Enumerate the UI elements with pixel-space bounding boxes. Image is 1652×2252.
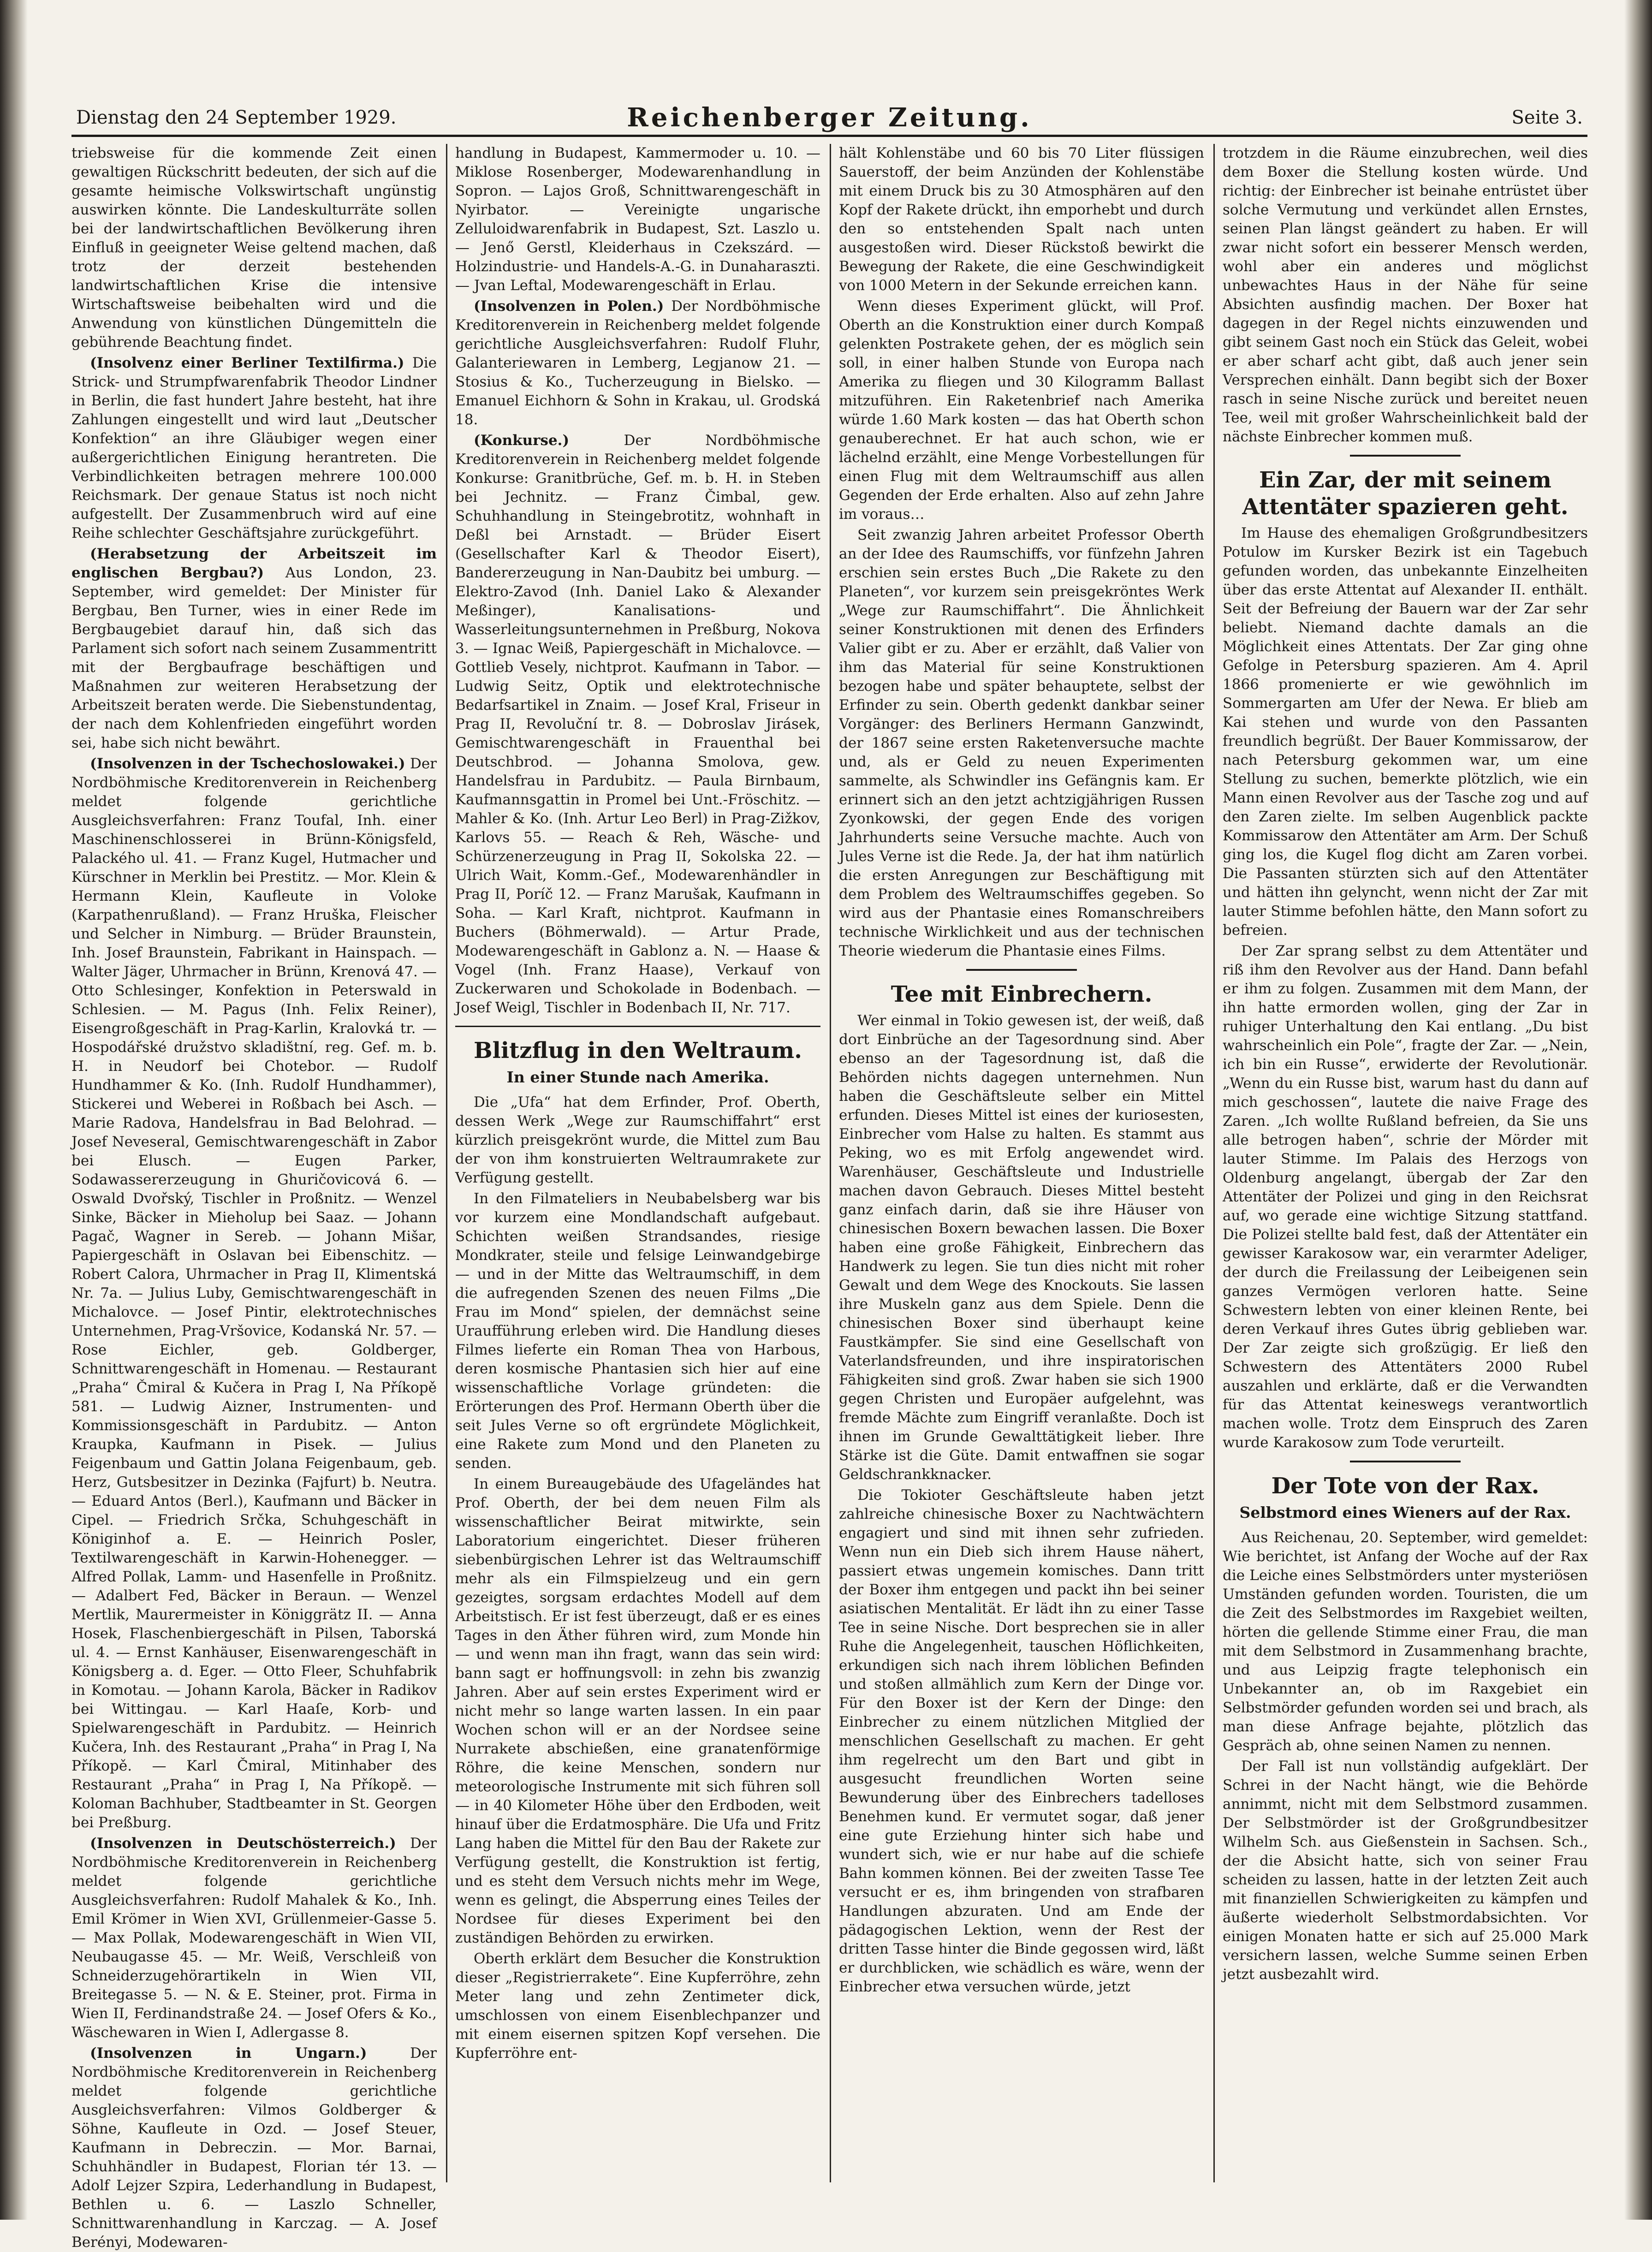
page-number: Seite 3. bbox=[1511, 107, 1583, 128]
news-item bbox=[71, 1834, 437, 2042]
column-divider bbox=[830, 144, 831, 2182]
article-paragraph: Wer einmal in Tokio gewesen ist, der weiß, daß dort Einbrüche an der Tagesordnung sind. Aber ebenso an der Tagesordnung ist, daß die Behörden nichts dagegen unternehmen. Nun haben die Geschäftsleute selber ein Mittel erfunden. Dieses Mittel ist eines der kuriosesten, Einbrecher vom Halse zu halten. Es stammt aus Peking, wo es mit Erfolg angewendet wird. Warenhäuser, Geschäftsleute und Industrielle machen davon Gebrauch. Dieses Mittel besteht ganz einfach darin, daß sie ihre Häuser von chinesischen Boxern bewachen lassen. Die Boxer haben eine große Fähigkeit, Einbrechern das Handwerk zu legen. Sie tun dies nicht mit roher Gewalt und dem Wege des Knockouts. Sie lassen ihre Muskeln ganz aus dem Spiele. Denn die chinesischen Boxer sind überhaupt keine Faustkämpfer. Sie sind eine Gesellschaft von Vaterlandsfreunden, und ihre inspiratorischen Fähigkeiten sind groß. Zwar haben sie sich 1900 gegen Christen und Europäer aufgelehnt, was fremde Mächte zum Eingriff veranlaßte. Doch ist ihnen im Grunde Gewalttätigkeit lieber. Ihre Stärke ist die Güte. Damit entwaffnen sie sogar Geldschrankknacker. bbox=[839, 1012, 1204, 1483]
section-rule bbox=[966, 969, 1077, 971]
article-subheadline: Selbstmord eines Wieners auf der Rax. bbox=[1239, 1503, 1571, 1521]
news-item-body: Der Nordböhmische Kreditorenverein in Reichenberg meldet folgende gerichtliche Ausgleichsverfahren: Rudolf Mahalek & Ko., Inh. Emil Krömer in Wien XVI, Grüllenmeier-Gasse 5. — Max Pollak, Modewarengeschäft in Wien VII, Neubaugasse 45. — Mr. Weiß, Verschleiß von Schneiderzugehörartikeln in Wien VII, Breitegasse 5. — N. & E. Steiner, prot. Firma in Wien II, Ferdinandstraße 24. — Josef Ofers & Ko., Wäschewaren in Wien I, Adlergasse 8. bbox=[71, 1835, 437, 2041]
news-item bbox=[71, 354, 437, 543]
article-paragraph: In den Filmateliers in Neubabelsberg war bis vor kurzem eine Mondlandschaft aufgebaut. Schichten weißen Strandsandes, riesige Mondkrater, steile und felsige Leinwandgebirge — und in der Mitte das Weltraumschiff, in dem die aufregenden Szenen des neuen Films „Die Frau im Mond“ spielen, der demnächst seine Uraufführung erleben wird. Die Handlung dieses Filmes lieferte ein Roman Thea von Harbous, deren kosmische Phantasien sich hier auf eine wissenschaftliche Vorlage gründeten: die Erörterungen des Prof. Hermann Oberth über die seit Jules Verne so oft ergründete Möglichkeit, eine Rakete zum Mond und den Planeten zu senden. bbox=[455, 1190, 820, 1472]
news-item bbox=[71, 2044, 437, 2252]
article-paragraph: Die „Ufa“ hat dem Erfinder, Prof. Oberth, dessen Werk „Wege zur Raumschiffahrt“ erst kürzlich preisgekrönt wurde, die Mittel zum Bau der von ihm konstruierten Weltraumrakete zur Verfügung gestellt. bbox=[455, 1094, 820, 1186]
article-paragraph: Der Zar sprang selbst zu dem Attentäter und riß ihm den Revolver aus der Hand. Dann befahl er ihm zu folgen. Zusammen mit dem Mann, der ihn hatte ermorden wollen, ging der Zar in ruhiger Unterhaltung den Kai entlang. „Du bist wahrscheinlich ein Pole“, fragte der Zar. — „Nein, ich bin ein Russe“, erwiderte der Revolutionär. „Wenn du ein Russe bist, warum hast du dann auf mich geschossen“, lautete die naive Frage des Zaren. „Ich wollte Rußland befreien, da Sie uns alle betrogen haben“, schrie der Mörder mit lauter Stimme. Im Palais des Herzogs von Oldenburg angelangt, übergab der Zar den Attentäter der Polizei und ging in den Reichsrat auf, wo gerade eine wichtige Sitzung stattfand. Die Polizei stellte bald fest, daß der Attentäter ein gewisser Karakosow war, ein verarmter Adeliger, der durch die Freilassung der Leibeigenen sein ganzes Vermögen verloren hatte. Seine Schwestern lebten von einer kleinen Rente, bei deren Verkauf ihres Gutes übrig geblieben war. Der Zar zeigte sich großzügig. Er ließ den Schwestern des Attentäters 2000 Rubel auszahlen und erklärte, daß er die Verwandten für das Attentat keineswegs verantwortlich machen wolle. Trotz dem Einspruch des Zaren wurde Karakosow zum Tode verurteilt. bbox=[1223, 943, 1588, 1451]
news-item-body: Der Nordböhmische Kreditorenverein in Reichenberg meldet folgende Konkurse: Granitbrüche, Gef. m. b. H. in Steben bei Jechnitz. — Franz Čimbal, gew. Schuhhandlung in Steingebrotitz, wohnhaft in Deßl bei Arnstadt. — Brüder Eisert (Gesellschafter Karl & Theodor Eisert), Bandererzeugung in Nan-Daubitz bei umburg. — Elektro-Zavod (Inh. Daniel Lako & Alexander Meßinger), Kanalisations- und Wasserleitungsunternehmen in Preßburg, Nokova 3. — Ignac Weiß, Papiergeschäft in Michalovce. — Gottlieb Vesely, nichtprot. Kaufmann in Tabor. — Ludwig Seitz, Optik und elektrotechnische Bedarfsartikel in Znaim. — Josef Kral, Friseur in Prag II, Revoluční tr. 8. — Dobroslav Jirásek, Gemischtwarengeschäft in Frauenthal bei Deutschbrod. — Johanna Smolova, gew. Handelsfrau in Pardubitz. — Paula Birnbaum, Kaufmannsgattin in Promel bei Unt.-Fröschitz. — Mahler & Ko. (Inh. Artur Leo Berl) in Prag-Zižkov, Karlovs 55. — Reach & Reh, Wäsche- und Schürzenerzeugung in Prag II, Sokolska 22. — Ulrich Wait, Komm.-Gef., Modewarenhändler in Prag II, Poríč 12. — Franz Marušak, Kaufmann in Soha. — Karl Kraft, nichtprot. Kaufmann in Buchers (Böhmerwald). — Artur Prade, Modewarengeschäft in Gablonz a. N. — Haase & Vogel (Inh. Franz Haase), Verkauf von Zuckerwaren und Schokolade in Bodenbach. — Josef Weigl, Tischler in Bodenbach II, Nr. 717. bbox=[455, 432, 820, 1016]
news-item-heading: (Insolvenzen in Ungarn.) bbox=[90, 2045, 367, 2062]
article-paragraph: Der Fall ist nun vollständig aufgeklärt. Der Schrei in der Nacht hängt, wie die Behörde annimmt, nicht mit dem Selbstmord zusammen. Der Selbstmörder ist der Großgrundbesitzer Wilhelm Sch. aus Gießenstein in Sachsen. Sch., der die Absicht hatte, sich von seiner Frau scheiden zu lassen, hatte in der letzten Zeit auch mit finanziellen Schwierigkeiten zu kämpfen und äußerte wiederholt Selbstmordabsichten. Vor einigen Monaten hatte er sich auf 25.000 Mark versichern lassen, welche Summe seinen Erben jetzt ausbezahlt wird. bbox=[1223, 1758, 1588, 1983]
header-rule bbox=[71, 135, 1587, 137]
news-item bbox=[455, 431, 820, 1017]
newspaper-title: Reichenberger Zeitung. bbox=[627, 102, 1032, 133]
header-date: Dienstag den 24 September 1929. bbox=[76, 107, 397, 128]
text-columns bbox=[71, 144, 1588, 2251]
section-rule bbox=[455, 1026, 820, 1027]
section-rule bbox=[1350, 1461, 1461, 1462]
page-header bbox=[76, 102, 1583, 135]
news-item-heading: (Insolvenzen in Deutschösterreich.) bbox=[90, 1835, 396, 1852]
column-1 bbox=[71, 144, 437, 2251]
scan-edge-left bbox=[0, 0, 28, 2220]
column-divider bbox=[1213, 144, 1215, 2182]
article-paragraph: Im Hause des ehemaligen Großgrundbesitzers Potulow im Kursker Bezirk ist ein Tagebuch gefunden worden, das unbekannte Einzelheiten über das erste Attentat auf Alexander II. enthält. Seit der Befreiung der Bauern war der Zar sehr beliebt. Niemand dachte damals an die Möglichkeit eines Attentats. Der Zar ging ohne Gefolge in Petersburg spazieren. Am 4. April 1866 promenierte er wie gewöhnlich im Sommergarten am Ufer der Newa. Er blieb am Kai stehen und wurde von den Passanten freundlich begrüßt. Der Bauer Kommissarow, der nach Petersburg gekommen war, um eine Stellung zu suchen, bemerkte plötzlich, wie ein Mann einen Revolver aus der Tasche zog und auf den Zaren zielte. Im selben Augenblick packte Kommissarow den Attentäter am Arm. Der Schuß ging los, die Kugel flog dicht am Zaren vorbei. Die Passanten stürzten sich auf den Attentäter und hätten ihn gelyncht, wenn nicht der Zar mit lauter Stimme befohlen hätte, den Mann sofort zu befreien. bbox=[1223, 525, 1588, 939]
article-paragraph: triebsweise für die kommende Zeit einen gewaltigen Rückschritt bedeuten, der sich auf die gesamte heimische Volkswirtschaft ungünstig auswirken könnte. Die Landeskulturräte sollen bei der landwirtschaftlichen Bevölkerung ihren Einfluß in geeigneter Weise geltend machen, daß trotz der derzeit bestehenden landwirtschaftlichen Krise die intensive Wirtschaftsweise beibehalten wird und die Anwendung von künstlichen Düngemitteln die gebührende Beachtung findet. bbox=[71, 145, 437, 351]
section-rule bbox=[1350, 455, 1461, 457]
news-item-body: Die Strick- und Strumpfwarenfabrik Theodor Lindner in Berlin, die fast hundert Jahre besteht, hat ihre Zahlungen eingestellt und wird laut „Deutscher Konfektion“ an ihre Gläubiger wegen einer außergerichtlichen Einigung herantreten. Die Verbindlichkeiten betragen mehrere 100.000 Reichsmark. Der genaue Status ist noch nicht aufgestellt. Der Zusammenbruch wird auf eine Reihe schlechter Geschäftsjahre zurückgeführt. bbox=[71, 355, 437, 541]
news-item bbox=[71, 545, 437, 753]
column-2 bbox=[455, 144, 820, 2182]
article-headline: Der Tote von der Rax. bbox=[1271, 1473, 1539, 1499]
article-paragraph: Die Tokioter Geschäftsleute haben jetzt zahlreiche chinesische Boxer zu Nachtwächtern engagiert und sind mit ihnen sehr zufrieden. Wenn nun ein Dieb sich ihrem Hause nähert, passiert etwas ungemein komisches. Dann tritt der Boxer ihm entgegen und packt ihn bei seiner asiatischen Mentalität. Er lädt ihn zu einer Tasse Tee in seine Nische. Dort besprechen sie in aller Ruhe die Angelegenheit, tauschen Höflichkeiten, erkundigen sich nach ihrem löblichen Befinden und stoßen allmählich zum Kern der Dinge vor. Für den Boxer ist der Kern der Dinge: den Einbrecher zu einem nützlichen Mitglied der menschlichen Gesellschaft zu machen. Er geht ihm regelrecht um den Bart und gibt in ausgesucht freundlichen Worten seine Bewunderung über des Einbrechers tadelloses Benehmen kund. Er vermutet sogar, daß jener eine gute Erziehung hinter sich habe und wundert sich, wie er nur habe auf die schiefe Bahn kommen können. Bei der zweiten Tasse Tee versucht er es, ihm bringenden von strafbaren Handlungen abzuraten. Und am Ende der pädagogischen Lektion, wenn der Rest der dritten Tasse hinter die Binde gegossen wird, läßt er durchblicken, wie schädlich es wäre, wenn der Einbrecher etwa versuchen würde, jetzt bbox=[839, 1487, 1204, 1995]
article-headline: Tee mit Einbrechern. bbox=[891, 981, 1153, 1007]
news-item-heading: (Herabsetzung der Arbeitszeit im englischen Bergbau?) bbox=[71, 546, 437, 581]
news-item-heading: (Konkurse.) bbox=[474, 432, 570, 449]
news-item-body: Aus London, 23. September, wird gemeldet: Der Minister für Bergbau, Ben Turner, wies in einer Rede im Bergbaugebiet darauf hin, daß sich das Parlament sich sofort nach seinem Zusammentritt mit der Bergbaufrage beschäftigen und Maßnahmen zur weiteren Herabsetzung der Arbeitszeit beraten werde. Die Siebenstundentag, der nach dem Kohlenfrieden eingeführt worden sei, habe sich nicht bewährt. bbox=[71, 564, 437, 751]
article-paragraph: trotzdem in die Räume einzubrechen, weil dies dem Boxer die Stellung kosten würde. Und richtig: der Einbrecher ist beinahe entrüstet über solche Vermutung und verkündet allen Ernstes, seinen Plan längst geändert zu haben. Er will zwar nicht sofort ein besserer Mensch werden, wohl aber ein anderes und möglichst unbewachtes Haus in der Nähe für seine Absichten ausfindig machen. Der Boxer hat dagegen in der Regel nichts einzuwenden und gibt seinem Gast noch ein Stück das Geleit, wobei er aber scharf acht gibt, daß auch jener sein Versprechen einhält. Dann begibt sich der Boxer rasch in seine Nische zurück und bereitet neuen Tee, weil mit großer Wahrscheinlichkeit bald der nächste Einbrecher kommen muß. bbox=[1223, 145, 1588, 445]
news-item bbox=[71, 755, 437, 1832]
column-3 bbox=[839, 144, 1204, 2182]
news-item-heading: (Insolvenzen in der Tschechoslowakei.) bbox=[90, 755, 405, 772]
article-subheadline: In einer Stunde nach Amerika. bbox=[506, 1068, 769, 1086]
scan-edge-right bbox=[1624, 0, 1652, 2220]
news-item-body: Der Nordböhmische Kreditorenverein in Reichenberg meldet folgende gerichtliche Ausgleichsverfahren: Rudolf Fluhr, Galanteriewaren in Lemberg, Legjanow 21. — Stosius & Ko., Tucherzeugung in Bielsko. — Emanuel Eichhorn & Sohn in Krakau, ul. Grodská 18. bbox=[455, 298, 820, 428]
article-paragraph: In einem Bureaugebäude des Ufageländes hat Prof. Oberth, der bei dem neuen Film als wissenschaftlicher Beirat mitwirkte, sein Laboratorium eingerichtet. Dieser früheren siebenbürgischen Lehrer ist das Weltraumschiff mehr als ein Filmspielzeug und ein gern gezeigtes, sorgsam erdachtes Modell auf dem Arbeitstisch. Er ist fest überzeugt, daß er es eines Tages in den Äther führen wird, zum Monde hin — und wenn man ihn fragt, wann das sein wird: bann sagt er hoffnungsvoll: in zehn bis zwanzig Jahren. Aber auf sein erstes Experiment wird er nicht mehr so lange warten lassen. In ein paar Wochen schon will er an der Nordsee seine Nurrakete abschießen, eine granatenförmige Röhre, die keine Menschen, sondern nur meteorologische Instrumente mit sich führen soll — in 40 Kilometer Höhe über den Erdboden, weit hinauf über die Erdatmosphäre. Die Ufa und Fritz Lang haben die Mittel für den Bau der Rakete zur Verfügung gestellt, die Konstruktion ist fertig, und es steht dem Versuch nichts mehr im Wege, wenn es gelingt, die Absperrung eines Teiles der Nordsee für dieses Experiment bei den zuständigen Behörden zu erwirken. bbox=[455, 1476, 820, 1946]
article-paragraph: Oberth erklärt dem Besucher die Konstruktion dieser „Registrierrakete“. Eine Kupferröhre, zehn Meter lang und zehn Zentimeter dick, umschlossen von einem Eisenblechpanzer und mit einem eisernen spitzen Kopf versehen. Die Kupferröhre ent- bbox=[455, 1950, 820, 2062]
news-item-heading: (Insolvenzen in Polen.) bbox=[474, 298, 664, 315]
column-4 bbox=[1223, 144, 1588, 2182]
article-headline: Ein Zar, der mit seinem Attentäter spazieren geht. bbox=[1242, 467, 1569, 520]
article-paragraph: hält Kohlenstäbe und 60 bis 70 Liter flüssigen Sauerstoff, der beim Anzünden der Kohlenstäbe mit einem Druck bis zu 30 Atmosphären auf den Kopf der Rakete drückt, ihn emporhebt und durch den so entstehenden Spalt nach unten ausgestoßen wird. Dieser Rückstoß bewirkt die Bewegung der Rakete, die eine Geschwindigkeit von 1000 Metern in der Sekunde erreichen kann. bbox=[839, 145, 1204, 294]
article-paragraph: Seit zwanzig Jahren arbeitet Professor Oberth an der Idee des Raumschiffs, vor fünfzehn Jahren erschien sein erstes Buch „Die Rakete zu den Planeten“, vor kurzem sein preisgekröntes Werk „Wege zur Raumschiffahrt“. Die Ähnlichkeit seiner Konstruktionen mit denen des Erfinders Valier gibt er zu. Aber er erzählt, daß Valier von ihm das Material für seine Konstruktionen bezogen habe und später behauptete, selbst der Erfinder zu sein. Oberth gedenkt dankbar seiner Vorgänger: des Berliners Hermann Ganzwindt, der 1867 seine ersten Raketenversuche machte und, als er Geld zu neuen Experimenten sammelte, als Schwindler ins Gefängnis kam. Er erinnert sich an den jetzt achtzigjährigen Russen Zyonkowski, der gegen Ende des vorigen Jahrhunderts seine Versuche machte. Auch von Jules Verne ist die Rede. Ja, der hat ihm natürlich die ersten Anregungen zur Beschäftigung mit dem Problem des Weltraumschiffes gegeben. So wird aus der Phantasie eines Romanschreibers technische Wirklichkeit und aus der technischen Theorie wiederum die Phantasie eines Films. bbox=[839, 527, 1204, 959]
article-paragraph: Wenn dieses Experiment glückt, will Prof. Oberth an die Konstruktion einer durch Kompaß gelenkten Postrakete gehen, der es möglich sein soll, in einer halben Stunde von Europa nach Amerika zu fliegen und 30 Kilogramm Ballast mitzuführen. Ein Raketenbrief nach Amerika würde 1.60 Mark kosten — das hat Oberth schon genauberechnet. Er hat auch schon, wie er lächelnd erzählt, eine Menge Vorbestellungen für einen Flug mit dem Weltraumschiff aus allen Gegenden der Erde erhalten. Also auf zehn Jahre im voraus… bbox=[839, 298, 1204, 523]
news-item-body: Der Nordböhmische Kreditorenverein in Reichenberg meldet folgende gerichtliche Ausgleichsverfahren: Franz Toufal, Inh. einer Maschinenschlosserei in Brünn-Königsfeld, Palackého ul. 41. — Franz Kugel, Hutmacher und Kürschner in Merklin bei Prestitz. — Mor. Klein & Hermann Klein, Kaufleute in Voloke (Karpathenrußland). — Franz Hruška, Fleischer und Selcher in Nimburg. — Brüder Braunstein, Inh. Josef Braunstein, Fabrikant in Hainspach. — Walter Jäger, Uhrmacher in Brünn, Krenová 47. — Otto Schlesinger, Konfektion in Peterswald in Schlesien. — M. Pagus (Inh. Felix Reiner), Eisengroßgeschäft in Prag-Karlin, Kralovká tr. — Hospodářské družstvo skladištní, reg. Gef. m. b. H. in Neudorf bei Chotebor. — Rudolf Hundhammer & Ko. (Inh. Rudolf Hundhammer), Stickerei und Weberei in Roßbach bei Asch. — Marie Radova, Handelsfrau in Bad Belohrad. — Josef Neveseral, Gemischtwarengeschäft in Zabor bei Elusch. — Eugen Parker, Sodawassererzeugung in Ghuričovicová 6. — Oswald Dvořský, Tischler in Proßnitz. — Wenzel Sinke, Bäcker in Mieholup bei Saaz. — Johann Pagač, Wagner in Sereb. — Johann Mišar, Papiergeschäft in Oslavan bei Eibenschitz. — Robert Calora, Uhrmacher in Prag II, Klimentská Nr. 7a. — Julius Luby, Gemischtwarengeschäft in Michalovce. — Josef Pintir, elektrotechnisches Unternehmen, Prag-Vršovice, Kodanská Nr. 57. — Rose Eichler, geb. Goldberger, Schnittwarengeschäft in Homenau. — Restaurant „Praha“ Čmiral & Kučera in Prag I, Na Příkopě 581. — Ludwig Aizner, Instrumenten- und Kommissionsgeschäft in Pardubitz. — Anton Kraupka, Kaufmann in Pisek. — Julius Feigenbaum und Gattin Jolana Feigenbaum, geb. Herz, Gutsbesitzer in Dezinka (Fajfurt) b. Neutra. — Eduard Antos (Berl.), Kaufmann und Bäcker in Cipel. — Friedrich Srčka, Schuhgeschäft in Königinhof a. E. — Heinrich Posler, Textilwarengeschäft in Karwin-Hohenegger. — Alfred Pollak, Lamm- und Hasenfelle in Proßnitz. — Adalbert Fed, Bäcker in Beraun. — Wenzel Mertlik, Maurermeister in Königgrätz II. — Anna Hosek, Flaschenbiergeschäft in Pilsen, Taborská ul. 4. — Ernst Kanhäuser, Eisenwarengeschäft in Königsberg a. d. Eger. — Otto Fleer, Schuhfabrik in Komotau. — Johann Karola, Bäcker in Radikov bei Wittingau. — Karl Haaſe, Korb- und Spielwarengeschäft in Pardubitz. — Heinrich Kučera, Inh. des Restaurant „Praha“ in Prag I, Na Příkopě. — Karl Čmiral, Mitinhaber des Restaurant „Praha“ in Prag I, Na Příkopě. — Koloman Bachhuber, Stadtbeamter in St. Georgen bei Preßburg. bbox=[71, 755, 437, 1831]
article-paragraph: handlung in Budapest, Kammermoder u. 10. — Miklose Rosenberger, Modewarenhandlung in Sopron. — Lajos Groß, Schnittwarengeschäft in Nyirbator. — Vereinigte ungarische Zelluloidwarenfabrik in Budapest, Szt. Laszlo u. — Jenő Gerstl, Kleiderhaus in Czekszárd. — Holzindustrie- und Handels-A.-G. in Dunaharaszti. — Jvan Leftal, Modewarengeschäft in Erlau. bbox=[455, 145, 820, 294]
article-headline: Blitzflug in den Weltraum. bbox=[474, 1038, 802, 1064]
article-paragraph: Aus Reichenau, 20. September, wird gemeldet: Wie berichtet, ist Anfang der Woche auf der Rax die Leiche eines Selbstmörders unter mysteriösen Umständen gefunden worden. Touristen, die um die Zeit des Selbstmordes im Raxgebiet weilten, hörten die gellende Stimme einer Frau, die man mit dem Selbstmord in Zusammenhang brachte, und aus Leipzig fragte telephonisch ein Unbekannter an, ob im Raxgebiet ein Selbstmörder gefunden worden sei und brach, als man diese Anfrage bejahte, plötzlich das Gespräch ab, ohne seinen Namen zu nennen. bbox=[1223, 1529, 1588, 1754]
news-item-body: Der Nordböhmische Kreditorenverein in Reichenberg meldet folgende gerichtliche Ausgleichsverfahren: Vilmos Goldberger & Söhne, Kaufleute in Ozd. — Josef Steuer, Kaufmann in Debreczin. — Mor. Barnai, Schuhhändler in Budapest, Florian tér 13. — Adolf Lejzer Szpira, Lederhandlung in Budapest, Bethlen u. 6. — Laszlo Schneller, Schnittwarenhandlung in Karczag. — A. Josef Berényi, Modewaren- bbox=[71, 2045, 437, 2251]
column-divider bbox=[446, 144, 447, 2182]
news-item-heading: (Insolvenz einer Berliner Textilfirma.) bbox=[90, 355, 404, 371]
news-item bbox=[455, 297, 820, 429]
